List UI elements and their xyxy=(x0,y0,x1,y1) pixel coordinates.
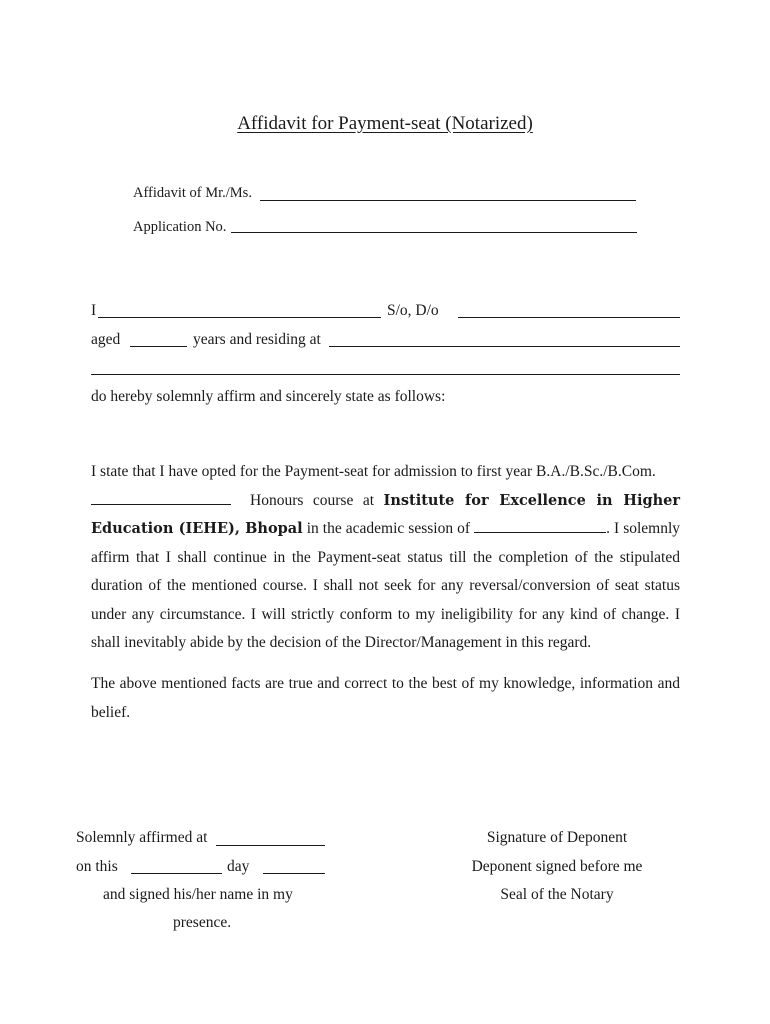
address-field-line-2[interactable] xyxy=(91,374,680,375)
month-field[interactable] xyxy=(263,873,325,874)
course-field[interactable] xyxy=(91,490,231,505)
on-this-label: on this xyxy=(76,858,118,875)
address-field-line-1[interactable] xyxy=(329,346,680,347)
affidavit-of-name-field[interactable] xyxy=(260,200,636,201)
academic-session-field[interactable] xyxy=(474,518,606,533)
facts-paragraph: The above mentioned facts are true and correct to the best of my knowledge, information and belief. xyxy=(91,675,680,721)
institute-name: Institute for Excellence in Higher Education (IEHE), Bhopal xyxy=(91,491,681,537)
date-field[interactable] xyxy=(131,873,222,874)
affirmed-at-label: Solemnly affirmed at xyxy=(76,829,208,846)
affirmed-place-field[interactable] xyxy=(216,845,325,846)
affidavit-of-label: Affidavit of Mr./Ms. xyxy=(133,185,252,201)
application-no-label: Application No. xyxy=(133,219,227,235)
deponent-name-field[interactable] xyxy=(98,317,381,318)
i-label: I xyxy=(91,302,97,319)
age-field[interactable] xyxy=(130,346,187,347)
relation-label: S/o, D/o xyxy=(387,302,439,319)
statement-paragraph xyxy=(91,458,680,658)
signed-name-label: and signed his/her name in my xyxy=(103,886,293,903)
statement-part-2: Honours course at xyxy=(250,491,375,509)
aged-label: aged xyxy=(91,331,121,348)
statement-part-3: in the academic session of xyxy=(306,520,471,537)
day-label: day xyxy=(227,858,250,875)
parent-name-field[interactable] xyxy=(458,317,680,318)
affirm-statement: do hereby solemnly affirm and sincerely state as follows: xyxy=(91,388,446,405)
notary-seal-label: Seal of the Notary xyxy=(500,886,614,903)
document-title: Affidavit for Payment-seat (Notarized) xyxy=(237,113,533,134)
statement-part-1: I state that I have opted for the Payment-seat for admission to first year B.A./B.Sc./B.Com. xyxy=(91,463,656,480)
deponent-signed-label: Deponent signed before me xyxy=(471,858,643,875)
statement-part-4: . I solemnly affirm that I shall continue in the Payment-seat status till the completion of the stipulated duration of the mentioned course. I shall not seek for any reversal/conversion of seat status under any circumstance. I will strictly conform to my ineligibility for any kind of change. I shall inevitably abide by the decision of the Director/Management in this regard. xyxy=(91,520,681,651)
signature-of-deponent-label: Signature of Deponent xyxy=(486,829,628,846)
presence-label: presence. xyxy=(173,914,232,931)
application-no-field[interactable] xyxy=(231,232,637,233)
residing-label: years and residing at xyxy=(193,331,321,348)
